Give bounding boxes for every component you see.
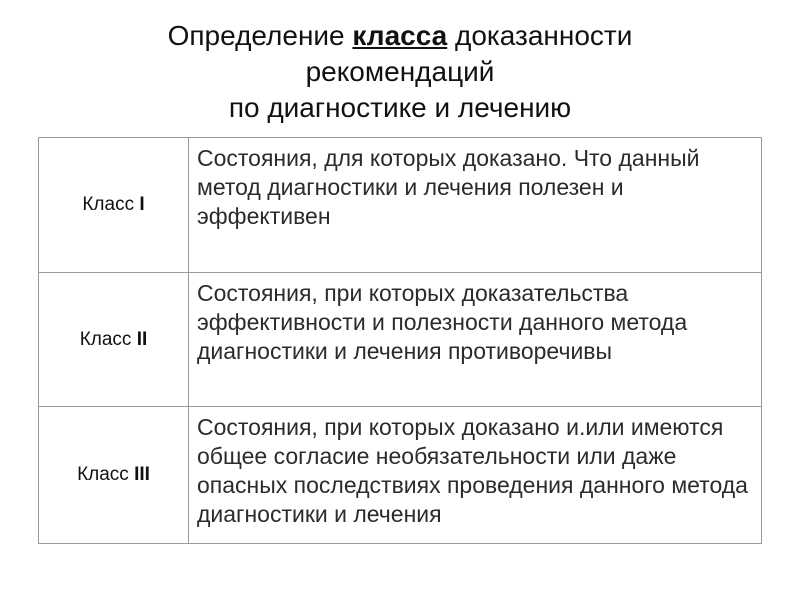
class-label-cell [39, 407, 189, 544]
class-description: Состояния, для которых доказано. Что данный метод диагностики и лечения полезен и эффективен [189, 138, 762, 273]
title-line-1 [0, 18, 800, 54]
class-label-cell [39, 138, 189, 273]
title-line-2: рекомендаций [305, 56, 495, 87]
class-description: Состояния, при которых доказано и.или имеются общее согласие необязательности или даже опасных последствиях проведения данного метода диагностики и лечения [189, 407, 762, 544]
class-word: Класс [77, 464, 129, 485]
table-row [39, 138, 762, 273]
title-line-3: по диагностике и лечению [228, 92, 572, 123]
title-text-after: доказанности [447, 20, 633, 51]
class-description: Состояния, при которых доказательства эффективности и полезности данного метода диагностики и лечения противоречивы [189, 273, 762, 407]
class-number: II [136, 328, 148, 350]
recommendation-classes-table [38, 137, 762, 544]
page-title [0, 18, 800, 126]
class-word: Класс [79, 328, 132, 350]
table-row [39, 407, 762, 544]
table-row [39, 273, 762, 407]
title-text-before: Определение [167, 20, 353, 51]
class-number: I [139, 194, 145, 215]
class-label-cell [39, 273, 189, 407]
title-emphasis: класса [352, 20, 448, 51]
class-word: Класс [82, 194, 135, 215]
class-number: III [134, 464, 150, 485]
